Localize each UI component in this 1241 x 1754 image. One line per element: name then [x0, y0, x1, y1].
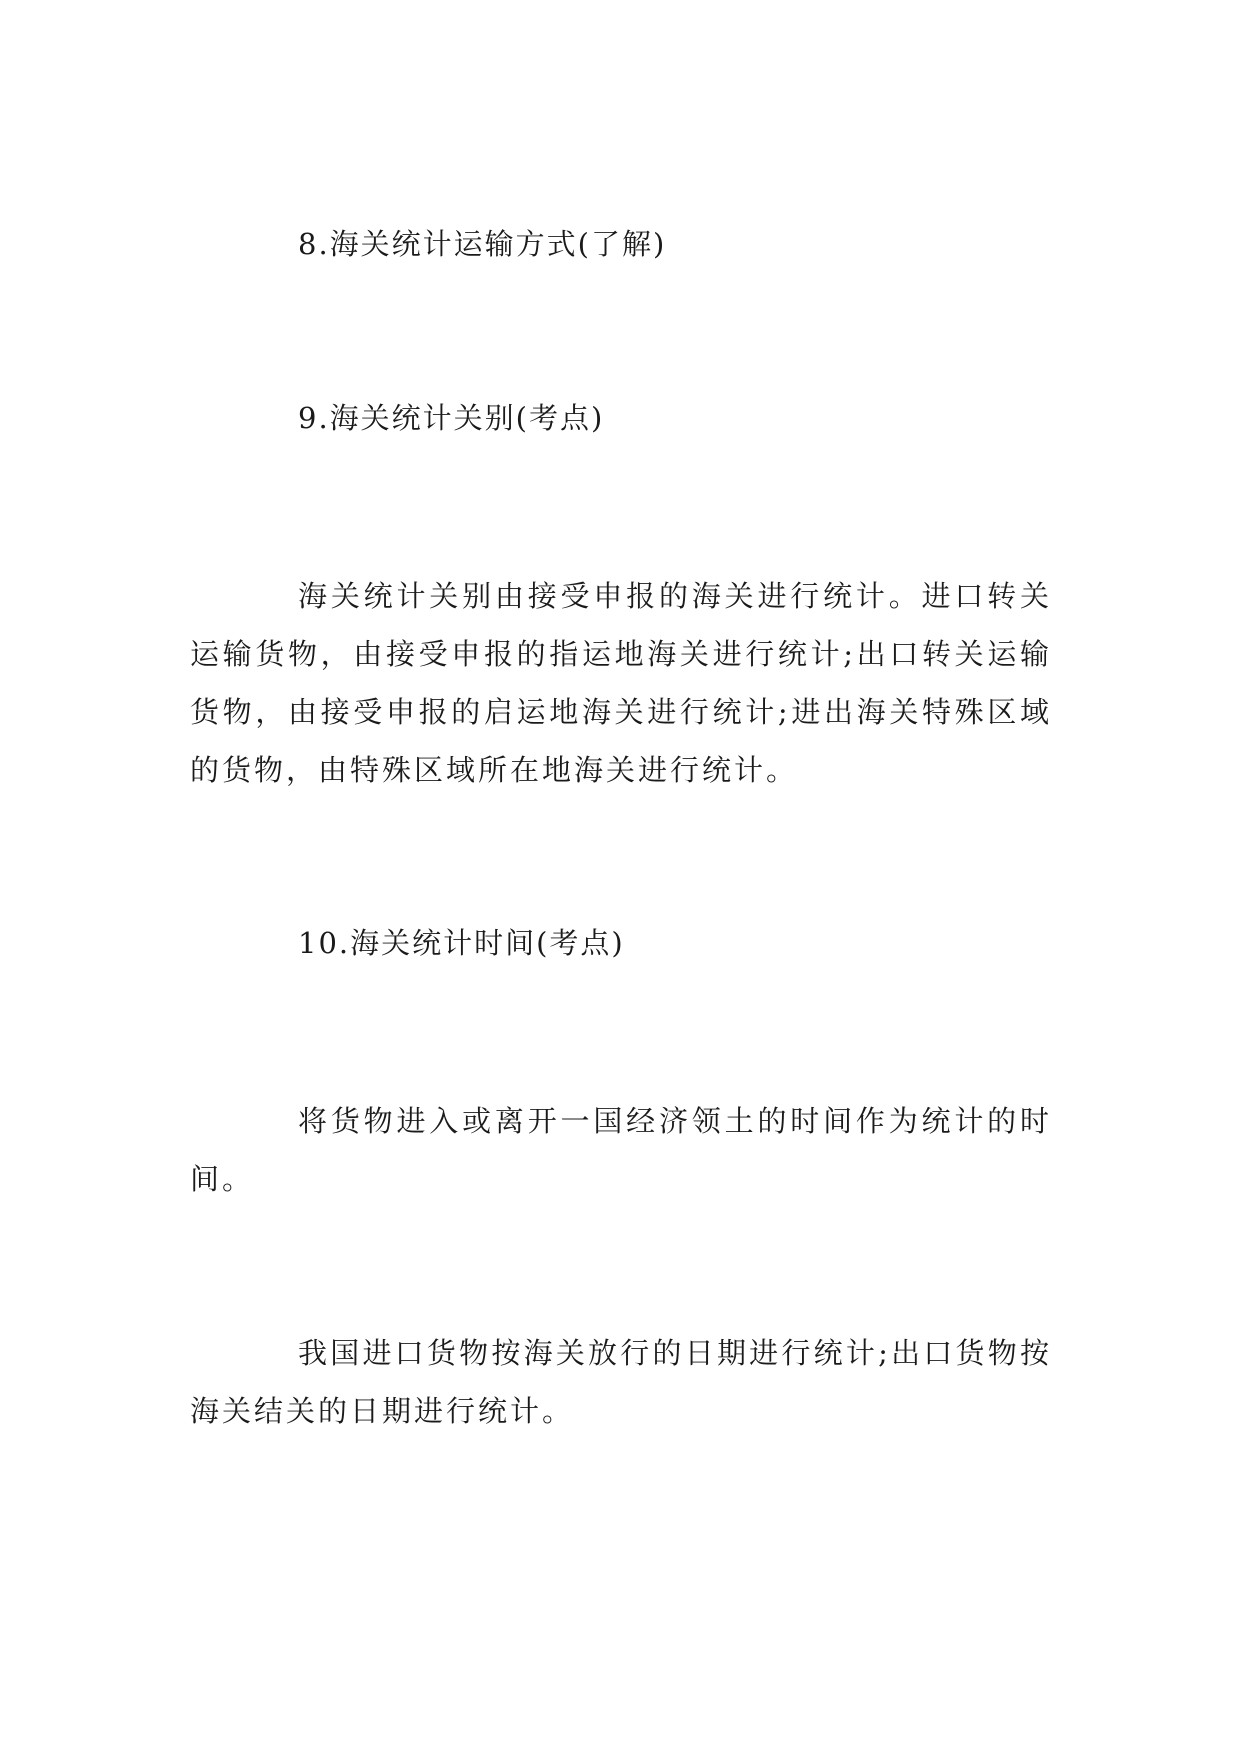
paragraph-customs-district: 海关统计关别由接受申报的海关进行统计。进口转关运输货物，由接受申报的指运地海关进行统计;出口转关运输货物，由接受申报的启运地海关进行统计;进出海关特殊区域的货物，由特殊区域所在地海关进行统计。 — [190, 579, 1052, 787]
paragraph-release-dates: 我国进口货物按海关放行的日期进行统计;出口货物按海关结关的日期进行统计。 — [190, 1336, 1052, 1428]
section-heading-customs-district: 9.海关统计关别(考点) — [298, 401, 605, 435]
paragraph-statistics-time: 将货物进入或离开一国经济领土的时间作为统计的时间。 — [190, 1104, 1052, 1196]
section-heading-statistics-time: 10.海关统计时间(考点) — [298, 926, 625, 960]
section-heading-transport-mode: 8.海关统计运输方式(了解) — [298, 227, 667, 261]
